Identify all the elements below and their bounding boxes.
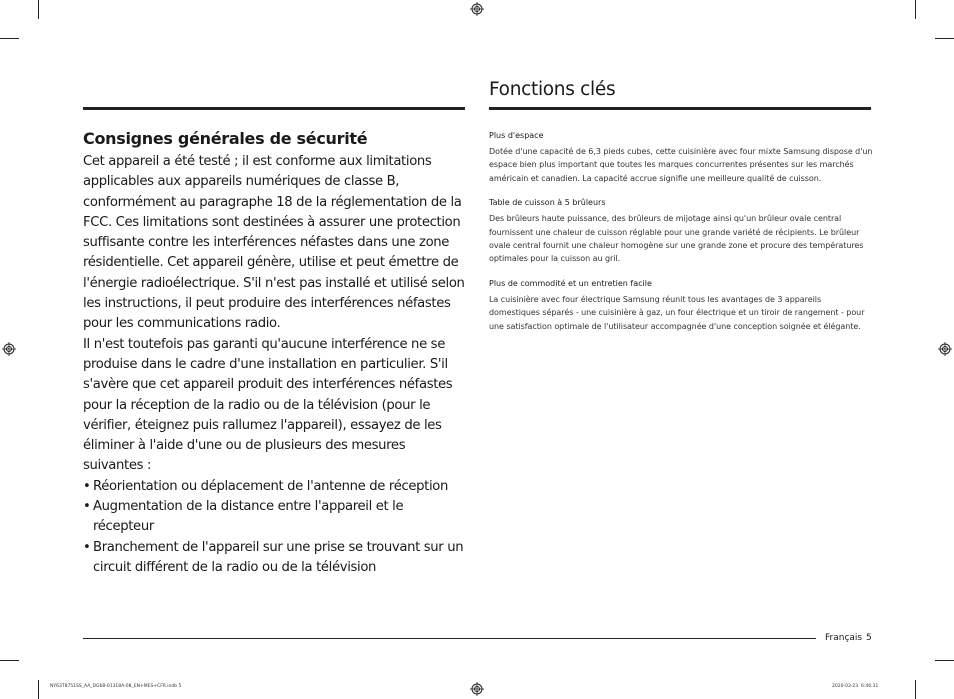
footer-rule xyxy=(83,638,816,639)
feature-five-burners xyxy=(489,197,873,266)
chapter-title: Fonctions clés xyxy=(489,79,616,100)
page-number: 5 xyxy=(866,633,872,643)
right-column-rule xyxy=(489,107,871,110)
crop-mark xyxy=(915,0,916,19)
crop-mark xyxy=(38,680,39,699)
safety-paragraph-1: Cet appareil a été testé ; il est conforme aux limitations applicables aux appareils numériques de classe B, conformément au paragraphe 18 de la réglementation de la FCC. Ces limitations sont destinées à assurer une protection suffisante contre les interférences néfastes dans une zone résidentielle. Cet appareil génère, utilise et peut émettre de l'énergie radioélectrique. S'il n'est pas installé et utilisé selon les instructions, il peut produire des interférences néfastes pour les communications radio. xyxy=(83,154,465,332)
crop-mark xyxy=(38,0,39,19)
section-title: Consignes générales de sécurité xyxy=(83,129,368,148)
crop-mark xyxy=(0,38,19,39)
feature-more-space xyxy=(489,130,873,185)
feature-title: Plus de commodité et un entretien facile xyxy=(489,278,652,288)
key-features xyxy=(489,130,873,345)
crop-mark xyxy=(935,38,954,39)
measures-list xyxy=(83,477,467,578)
crop-mark xyxy=(935,660,954,661)
footer-language: Français xyxy=(825,633,863,643)
crop-mark xyxy=(915,680,916,699)
left-column-rule xyxy=(83,107,465,110)
print-slug-file: NY63T8751SS_AA_DG68-01318A-08_EN+MES+CFR.indb 5 xyxy=(50,684,182,689)
registration-mark-icon xyxy=(470,682,484,696)
feature-text: Dotée d'une capacité de 6,3 pieds cubes, cette cuisinière avec four mixte Samsung dispose d'un espace bien plus important que toutes les marques concurrentes présentes sur les marchés américain et canadien. La capacité accrue signifie une meilleure qualité de cuisson. xyxy=(489,147,873,183)
list-item: • Augmentation de la distance entre l'appareil et le récepteur xyxy=(83,497,467,538)
registration-mark-icon xyxy=(470,2,484,16)
safety-section xyxy=(83,128,467,578)
list-item: • Branchement de l'appareil sur une prise se trouvant sur un circuit différent de la radio ou de la télévision xyxy=(83,538,467,579)
feature-text: Des brûleurs haute puissance, des brûleurs de mijotage ainsi qu'un brûleur ovale central fournissent une chaleur de cuisson réglable pour une grande variété de récipients. Le brûleur ovale central fournit une chaleur homogène sur une grande zone et procure des températures optimales pour la cuisson au gril. xyxy=(489,214,864,264)
registration-mark-icon xyxy=(2,342,16,356)
feature-text: La cuisinière avec four électrique Samsung réunit tous les avantages de 3 appareils domestiques séparés - une cuisinière à gaz, un four électrique et un tiroir de rangement - pour une satisfaction optimale de l'utilisateur accompagnée d'une conception soignée et élégante. xyxy=(489,294,865,331)
feature-convenience xyxy=(489,278,873,333)
list-item: • Réorientation ou déplacement de l'antenne de réception xyxy=(83,477,467,497)
safety-paragraph-2: Il n'est toutefois pas garanti qu'aucune interférence ne se produise dans le cadre d'une installation en particulier. S'il s'avère que cet appareil produit des interférences néfastes pour la réception de la radio ou de la télévision (pour le vérifier, éteignez puis rallumez l'appareil), essayez de les éliminer à l'aide d'une ou de plusieurs des mesures suivantes : xyxy=(83,336,453,474)
feature-title: Table de cuisson à 5 brûleurs xyxy=(489,198,606,208)
registration-mark-icon xyxy=(938,342,952,356)
print-slug-date: 2020-03-23 ￼ 6:46:31 xyxy=(832,684,879,689)
feature-title: Plus d'espace xyxy=(489,131,544,140)
crop-mark xyxy=(0,660,19,661)
